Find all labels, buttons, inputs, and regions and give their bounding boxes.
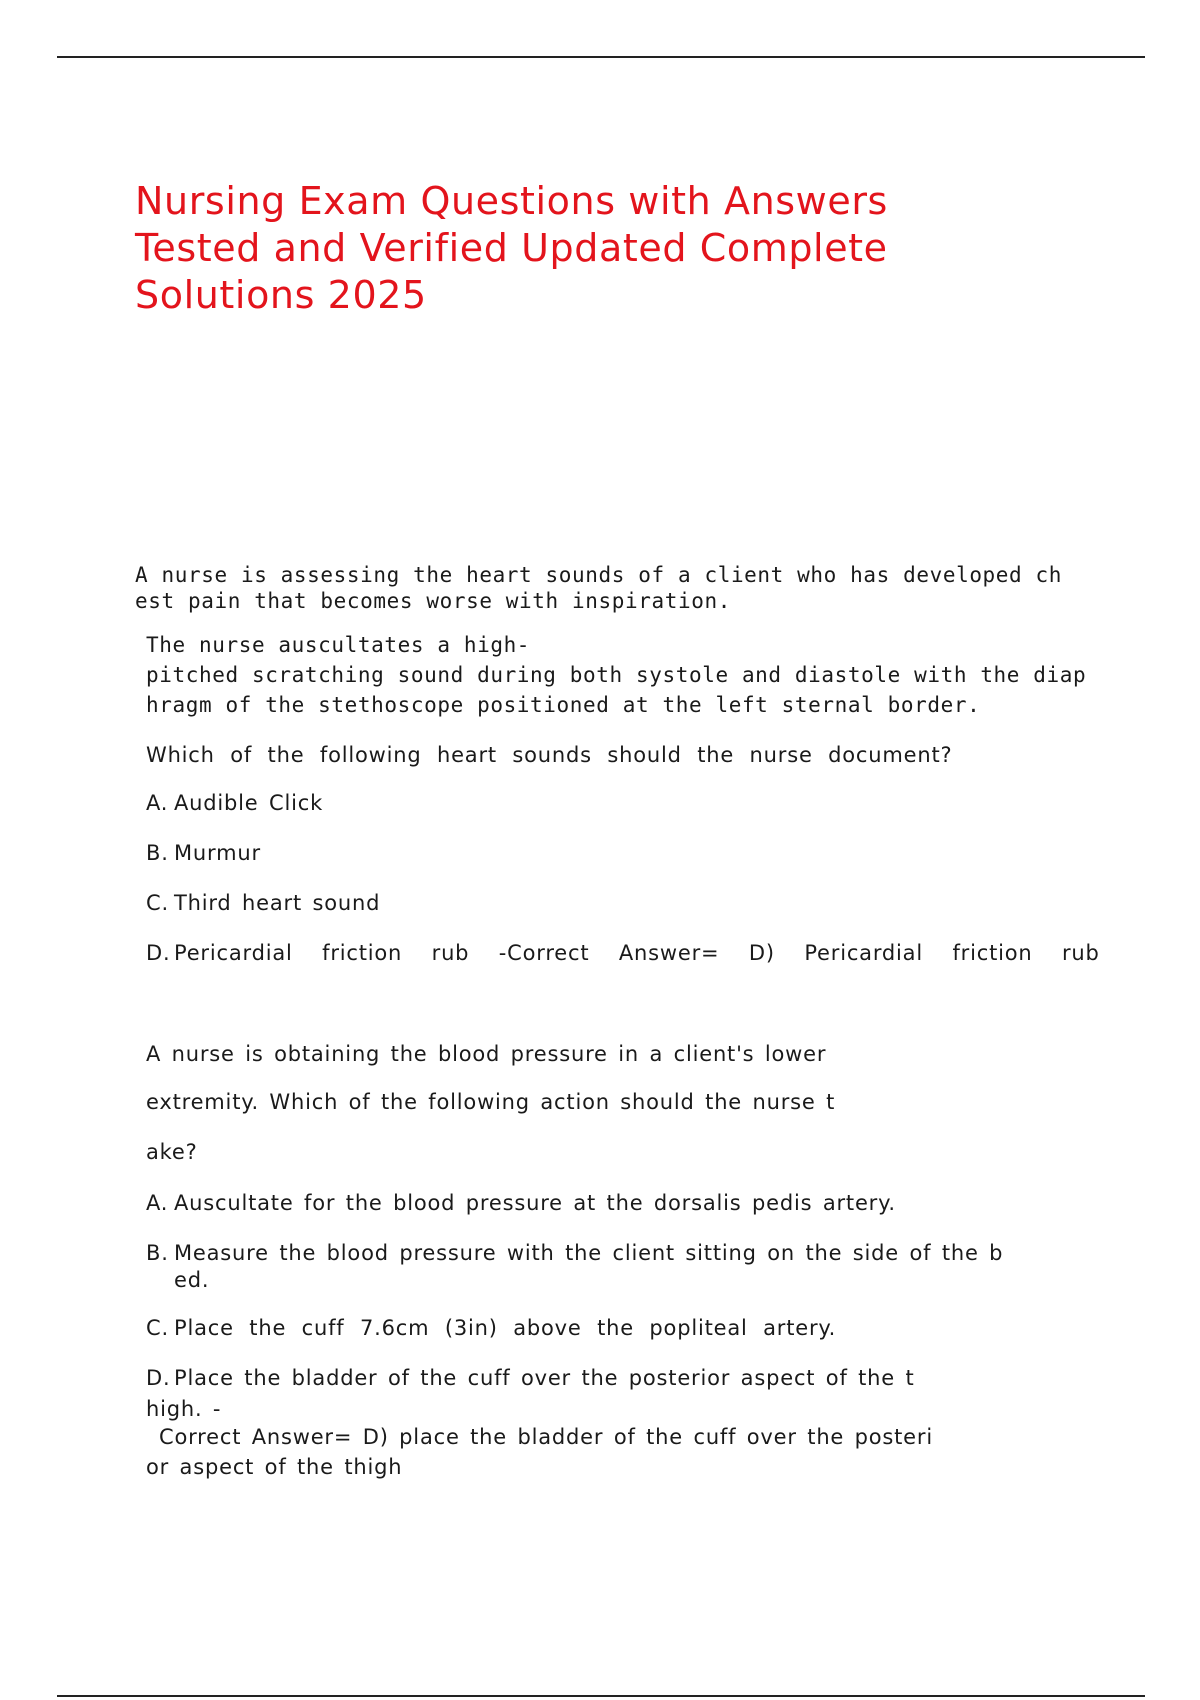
q2-answer-line: or aspect of the thigh [146, 1455, 403, 1479]
option-letter: D. [146, 1366, 171, 1390]
option-text: Place the bladder of the cuff over the posterior aspect of the t [174, 1366, 915, 1390]
option-letter: C. [146, 891, 169, 915]
q1-stem-line: The nurse auscultates a high- [146, 633, 531, 657]
option-text: Murmur [174, 841, 261, 865]
option-letter: D. [146, 941, 171, 965]
option-text: Measure the blood pressure with the client sitting on the side of the b [174, 1241, 1004, 1265]
q1-stem-line: est pain that becomes worse with inspiration. [135, 589, 731, 613]
q2-answer-line: Correct Answer= D) place the bladder of the cuff over the posteri [159, 1425, 933, 1449]
q2-option-c [146, 1315, 836, 1341]
q2-option-a [146, 1190, 896, 1216]
q1-option-c [146, 890, 380, 916]
q2-option-b [146, 1240, 1003, 1266]
q2-option-b-continuation: ed. [174, 1268, 210, 1292]
option-letter: C. [146, 1316, 169, 1340]
option-text: Third heart sound [174, 891, 381, 915]
document-title [135, 178, 1035, 319]
option-text: Place the cuff 7.6cm (3in) above the popliteal artery. [174, 1316, 837, 1340]
q2-option-d [146, 1365, 915, 1391]
option-text: Pericardial friction rub -Correct Answer= D) Pericardial friction rub [174, 941, 1100, 965]
q1-option-d [146, 940, 1100, 966]
option-letter: B. [146, 1241, 169, 1265]
q2-answer-line: high. - [146, 1397, 222, 1421]
title-line: Solutions 2025 [135, 273, 427, 317]
q1-option-b [146, 840, 261, 866]
footer-rule [57, 1695, 1145, 1697]
q1-stem-line: hragm of the stethoscope positioned at the left sternal border. [146, 693, 981, 717]
option-letter: B. [146, 841, 169, 865]
option-text: Audible Click [174, 791, 324, 815]
title-line: Tested and Verified Updated Complete [135, 226, 888, 270]
q1-stem-line: pitched scratching sound during both systole and diastole with the diap [146, 663, 1087, 687]
option-text: Auscultate for the blood pressure at the dorsalis pedis artery. [174, 1191, 896, 1215]
q1-stem-line: A nurse is assessing the heart sounds of a client who has developed ch [135, 563, 1063, 587]
option-letter: A. [146, 1191, 169, 1215]
q1-question-line: Which of the following heart sounds should the nurse document? [146, 743, 953, 767]
title-line: Nursing Exam Questions with Answers [135, 179, 888, 223]
option-letter: A. [146, 791, 169, 815]
q2-stem-line: extremity. Which of the following action should the nurse t [146, 1090, 836, 1114]
header-rule [57, 56, 1145, 58]
q2-stem-line: ake? [146, 1140, 198, 1164]
q2-stem-line: A nurse is obtaining the blood pressure in a client's lower [146, 1042, 827, 1066]
q1-option-a [146, 790, 323, 816]
